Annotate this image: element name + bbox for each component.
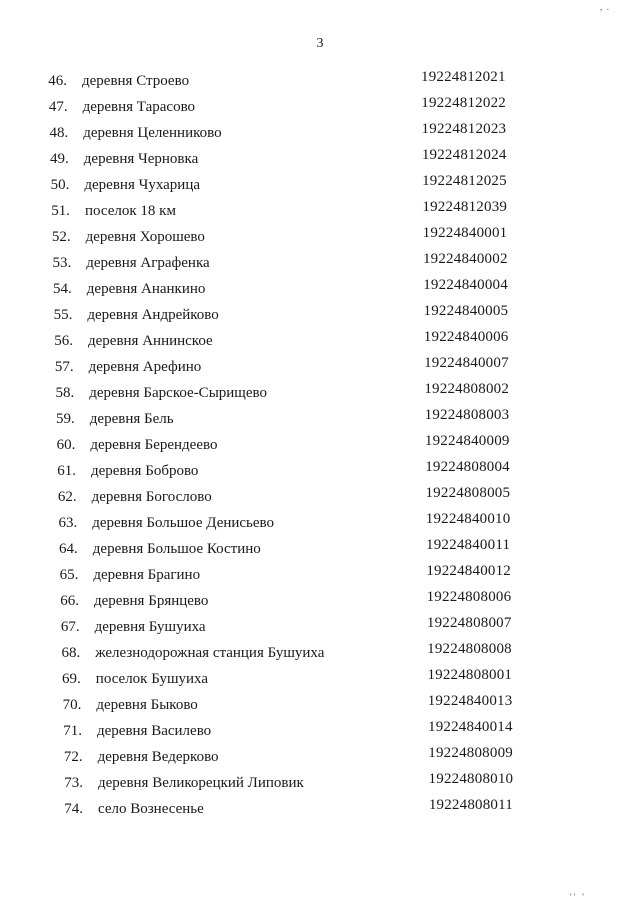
settlement-name: деревня Ведерково [97, 749, 219, 765]
row-number: 66. [60, 593, 79, 609]
row-number: 72. [63, 749, 83, 765]
row-number: 47. [48, 99, 68, 115]
oktmo-code: 19224808009 [428, 745, 513, 761]
oktmo-code: 19224840006 [423, 329, 509, 345]
row-number: 60. [56, 437, 76, 453]
settlement-name: деревня Василево [97, 723, 212, 739]
settlement-name: деревня Барское-Сырищево [89, 385, 267, 401]
list-row [0, 225, 640, 254]
row-number: 53. [52, 255, 72, 271]
oktmo-code: 19224812023 [421, 121, 507, 137]
settlement-name: деревня Аграфенка [86, 255, 210, 271]
list-row [0, 797, 640, 826]
oktmo-code: 19224840005 [423, 303, 509, 319]
oktmo-code: 19224808011 [428, 797, 513, 813]
list-row [0, 173, 640, 202]
oktmo-code: 19224840009 [424, 433, 510, 449]
settlement-name: деревня Большое Костино [92, 541, 261, 557]
row-number: 49. [50, 151, 69, 167]
row-number: 62. [57, 489, 77, 505]
list-row [0, 277, 640, 306]
settlement-name: деревня Большое Денисьево [92, 515, 275, 531]
oktmo-code: 19224808006 [426, 589, 512, 605]
oktmo-code: 19224808007 [426, 615, 512, 631]
list-row [0, 511, 640, 540]
settlement-name: село Вознесенье [98, 801, 204, 817]
list-row [0, 433, 640, 462]
oktmo-code: 19224840004 [423, 277, 508, 293]
row-number: 74. [64, 801, 83, 817]
oktmo-code: 19224812025 [422, 173, 507, 189]
oktmo-code: 19224808001 [427, 667, 513, 683]
oktmo-code: 19224808008 [427, 641, 512, 657]
list-row [0, 69, 640, 98]
settlement-name: деревня Целенниково [83, 125, 222, 141]
row-number: 64. [59, 541, 78, 557]
list-row [0, 615, 640, 644]
row-number: 52. [51, 229, 71, 245]
settlement-name: деревня Андрейково [87, 307, 219, 323]
list-row [0, 641, 640, 670]
list-row [0, 537, 640, 566]
settlement-name: деревня Хорошево [85, 229, 205, 245]
oktmo-code: 19224840013 [427, 693, 513, 709]
settlement-name: деревня Тарасово [82, 99, 196, 115]
row-number: 70. [62, 697, 82, 713]
row-number: 56. [54, 333, 73, 349]
list-row [0, 589, 640, 618]
row-number: 71. [63, 723, 82, 739]
oktmo-code: 19224840007 [424, 355, 509, 371]
settlement-name: поселок Бушуиха [95, 671, 208, 687]
row-number: 69. [62, 671, 81, 687]
row-number: 61. [57, 463, 76, 479]
oktmo-code: 19224808010 [428, 771, 514, 787]
oktmo-code: 19224808005 [425, 485, 511, 501]
row-number: 68. [61, 645, 81, 661]
settlement-name: деревня Бушуиха [94, 619, 206, 635]
oktmo-code: 19224808003 [424, 407, 510, 423]
oktmo-code: 19224812039 [422, 199, 508, 215]
scan-artifact-bottom: ' ' ' [570, 892, 584, 902]
row-number: 58. [55, 385, 75, 401]
list-row [0, 121, 640, 150]
list-row [0, 667, 640, 696]
settlement-name: деревня Чухарица [84, 177, 201, 193]
row-number: 73. [64, 775, 83, 791]
list-row [0, 147, 640, 176]
list-row [0, 771, 640, 800]
list-row [0, 329, 640, 358]
list-row [0, 381, 640, 410]
settlement-name: деревня Брагино [93, 567, 201, 583]
row-number: 51. [51, 203, 70, 219]
list-row [0, 95, 640, 124]
list-row [0, 459, 640, 488]
settlement-name: железнодорожная станция Бушуиха [95, 645, 325, 661]
settlement-name: деревня Строево [82, 73, 190, 89]
row-number: 57. [54, 359, 74, 375]
row-number: 67. [60, 619, 80, 635]
row-number: 65. [59, 567, 79, 583]
list-row [0, 563, 640, 592]
list-row [0, 355, 640, 384]
oktmo-code: 19224812022 [421, 95, 506, 111]
scan-artifact-top: , . [600, 2, 609, 12]
oktmo-code: 19224812021 [421, 69, 506, 85]
settlement-name: деревня Бель [89, 411, 174, 427]
settlement-name: деревня Арефино [88, 359, 202, 375]
oktmo-code: 19224840010 [425, 511, 511, 527]
oktmo-code: 19224840012 [426, 563, 512, 579]
list-row [0, 251, 640, 280]
row-number: 63. [58, 515, 78, 531]
settlement-name: деревня Ананкино [86, 281, 206, 297]
oktmo-code: 19224840002 [422, 251, 508, 267]
oktmo-code: 19224808004 [425, 459, 510, 475]
row-number: 55. [53, 307, 73, 323]
list-row [0, 303, 640, 332]
row-number: 50. [50, 177, 70, 193]
list-row [0, 407, 640, 436]
list-row [0, 745, 640, 774]
settlement-name: деревня Быково [96, 697, 198, 713]
row-number: 59. [56, 411, 75, 427]
list-row [0, 719, 640, 748]
oktmo-code: 19224840014 [428, 719, 513, 735]
settlement-name: деревня Богослово [91, 489, 212, 505]
oktmo-code: 19224840001 [422, 225, 508, 241]
list-row [0, 485, 640, 514]
settlement-list [0, 69, 640, 826]
oktmo-code: 19224808002 [424, 381, 510, 397]
list-row [0, 199, 640, 228]
oktmo-code: 19224840011 [426, 537, 511, 553]
settlement-name: деревня Боброво [91, 463, 199, 479]
settlement-name: деревня Брянцево [94, 593, 209, 609]
oktmo-code: 19224812024 [421, 147, 507, 163]
settlement-name: деревня Берендеево [90, 437, 218, 453]
settlement-name: поселок 18 км [85, 203, 176, 219]
row-number: 54. [53, 281, 72, 297]
list-row [0, 693, 640, 722]
row-number: 48. [49, 125, 69, 141]
page-number: 3 [316, 36, 324, 51]
row-number: 46. [48, 73, 67, 89]
settlement-name: деревня Великорецкий Липовик [98, 775, 304, 791]
settlement-name: деревня Черновка [83, 151, 199, 167]
settlement-name: деревня Аннинское [88, 333, 213, 349]
